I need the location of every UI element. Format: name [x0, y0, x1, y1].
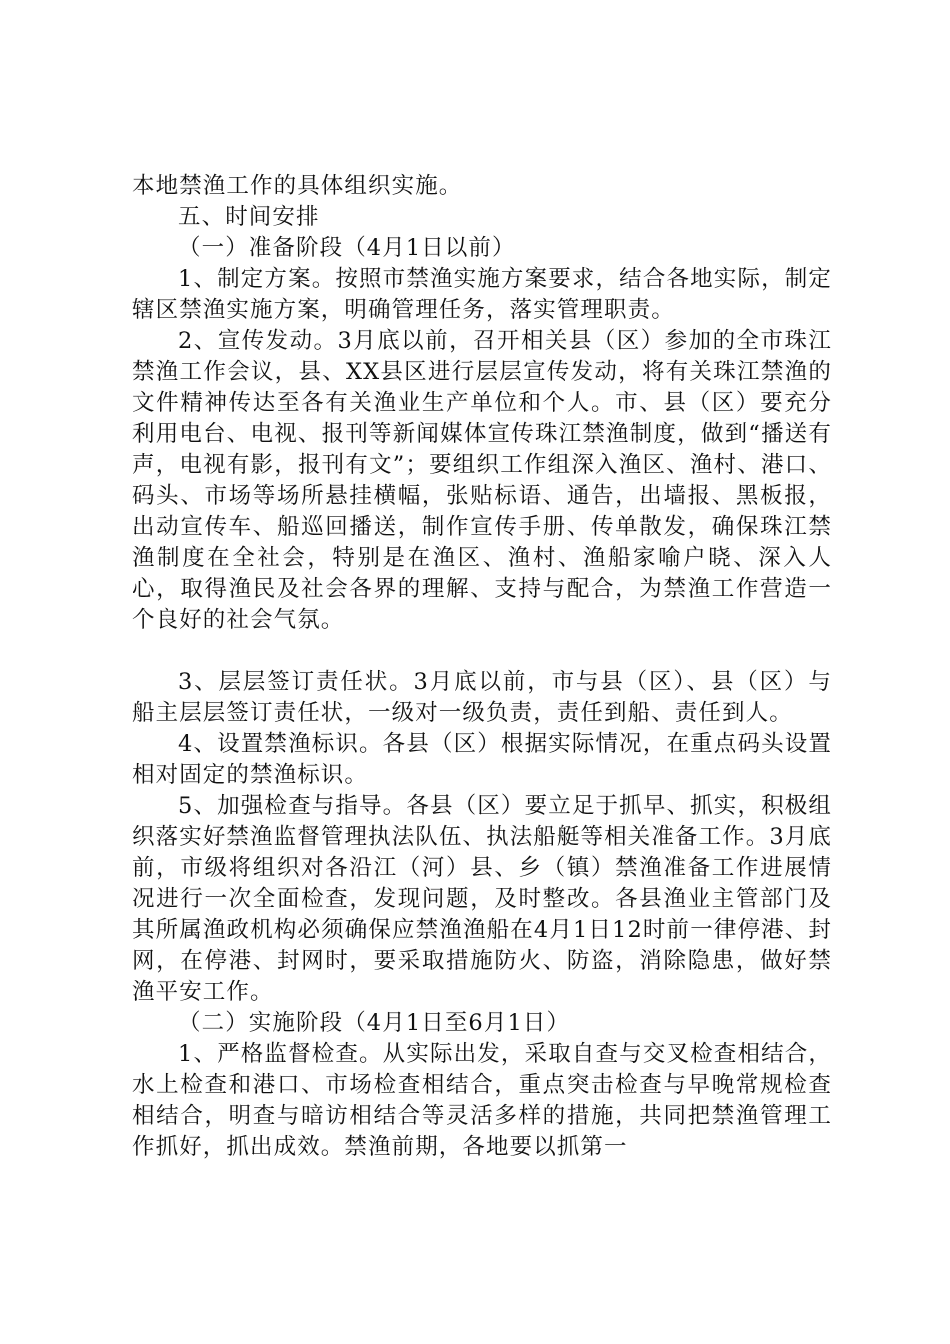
subsection-heading: （二）实施阶段（4月1日至6月1日）	[178, 1010, 571, 1036]
paragraph: 5、加强检查与指导。各县（区）要立足于抓早、抓实，积极组织落实好禁渔监督管理执法队伍、执法船艇等相关准备工作。3月底前，市级将组织对各沿江（河）县、乡（镇）禁渔准备工作进展情况进行一次全面检查，发现问题，及时整改。各县渔业主管部门及其所属渔政机构必须确保应禁渔渔船在4月1日12时前一律停港、封网，在停港、封网时，要采取措施防火、防盗，消除隐患，做好禁渔平安工作。	[132, 793, 832, 1005]
paragraph: 1、严格监督检查。从实际出发，采取自查与交叉检查相结合，水上检查和港口、市场检查相结合，重点突击检查与早晚常规检查相结合，明查与暗访相结合等灵活多样的措施，共同把禁渔管理工作抓好，抓出成效。禁渔前期，各地要以抓第一	[132, 1041, 832, 1160]
subsection-heading: （一）准备阶段（4月1日以前）	[178, 235, 516, 261]
paragraph: 3、层层签订责任状。3月底以前，市与县（区）、县（区）与船主层层签订责任状，一级对一级负责，责任到船、责任到人。	[132, 669, 832, 726]
paragraph: 2、宣传发动。3月底以前，召开相关县（区）参加的全市珠江禁渔工作会议，县、XX县区进行层层宣传发动，将有关珠江禁渔的文件精神传达至各有关渔业生产单位和个人。市、县（区）要充分利用电台、电视、报刊等新闻媒体宣传珠江禁渔制度，做到“播送有声，电视有影，报刊有文”；要组织工作组深入渔区、渔村、港口、码头、市场等场所悬挂横幅，张贴标语、通告，出墙报、黑板报，出动宣传车、船巡回播送，制作宣传手册、传单散发，确保珠江禁渔制度在全社会，特别是在渔区、渔村、渔船家喻户晓、深入人心，取得渔民及社会各界的理解、支持与配合，为禁渔工作营造一个良好的社会气氛。	[132, 328, 832, 633]
section-heading: 五、时间安排	[178, 204, 320, 230]
paragraph-gap	[132, 636, 832, 667]
paragraph: 1、制定方案。按照市禁渔实施方案要求，结合各地实际，制定辖区禁渔实施方案，明确管理任务，落实管理职责。	[132, 266, 832, 323]
paragraph: 4、设置禁渔标识。各县（区）根据实际情况，在重点码头设置相对固定的禁渔标识。	[132, 731, 832, 788]
paragraph-continuation: 本地禁渔工作的具体组织实施。	[132, 173, 463, 199]
document-body	[132, 171, 832, 1163]
